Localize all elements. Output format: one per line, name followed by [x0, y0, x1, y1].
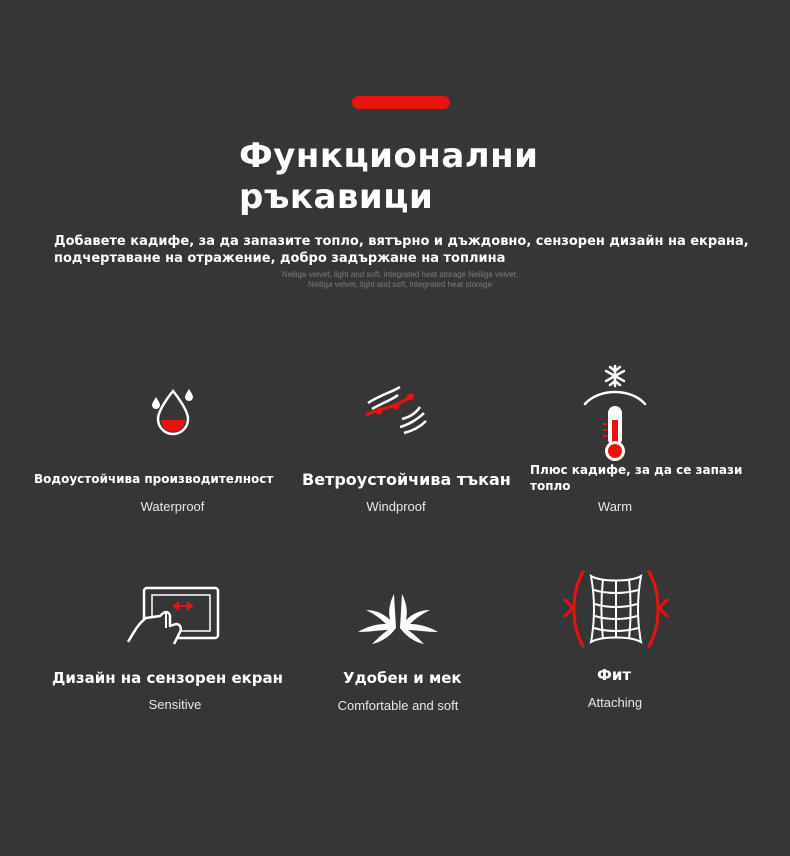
feature-warm [515, 360, 743, 520]
feature-subtitle-comfortable: Comfortable and soft [337, 698, 459, 713]
note-line-1: Neiliga velvet, light and soft, integrated heat storage Neiliga velvet, [281, 270, 519, 279]
feature-subtitle-warm: Warm [597, 499, 633, 514]
feature-fit [515, 560, 715, 720]
touchscreen-hand-icon [126, 584, 222, 646]
description-line-2: подчертаване на отражение, добро задържане на топлина [54, 251, 506, 266]
feature-comfortable [298, 580, 498, 720]
feature-subtitle-fit: Attaching [587, 695, 643, 710]
feature-sensitive [40, 580, 310, 720]
note-line-2: Neiliga velvet, light and soft, integrated heat storage [307, 280, 493, 289]
feature-waterproof [20, 380, 325, 520]
feature-windproof [296, 380, 511, 520]
title-line-1: Функционални [239, 136, 539, 176]
thermometer-snowflake-icon [581, 362, 649, 462]
feature-subtitle-sensitive: Sensitive [148, 697, 202, 712]
feature-title-comfortable: Удобен и мек [343, 669, 462, 687]
feature-subtitle-waterproof: Waterproof [140, 499, 205, 514]
accent-bar [352, 96, 450, 109]
feature-title-warm: Плюс кадифе, за да се запази топло [530, 463, 743, 493]
feature-title-fit: Фит [597, 666, 632, 684]
wind-icon [362, 385, 428, 437]
small-note [200, 270, 600, 290]
page-title [239, 136, 639, 218]
water-drops-icon [148, 385, 198, 437]
description [54, 233, 774, 267]
feature-subtitle-windproof: Windproof [366, 499, 426, 514]
feature-title-sensitive: Дизайн на сензорен екран [52, 669, 284, 687]
title-line-2: ръкавици [239, 177, 434, 217]
feature-title-windproof: Ветроустойчива тъкан [302, 470, 511, 489]
description-line-1: Добавете кадифе, за да запазите топло, вятърно и дъждовно, сензорен дизайн на екрана, [54, 234, 749, 249]
fit-grid-icon [561, 568, 671, 650]
feature-title-waterproof: Водоустойчива производителност [34, 472, 274, 486]
hands-soft-icon [354, 588, 442, 646]
